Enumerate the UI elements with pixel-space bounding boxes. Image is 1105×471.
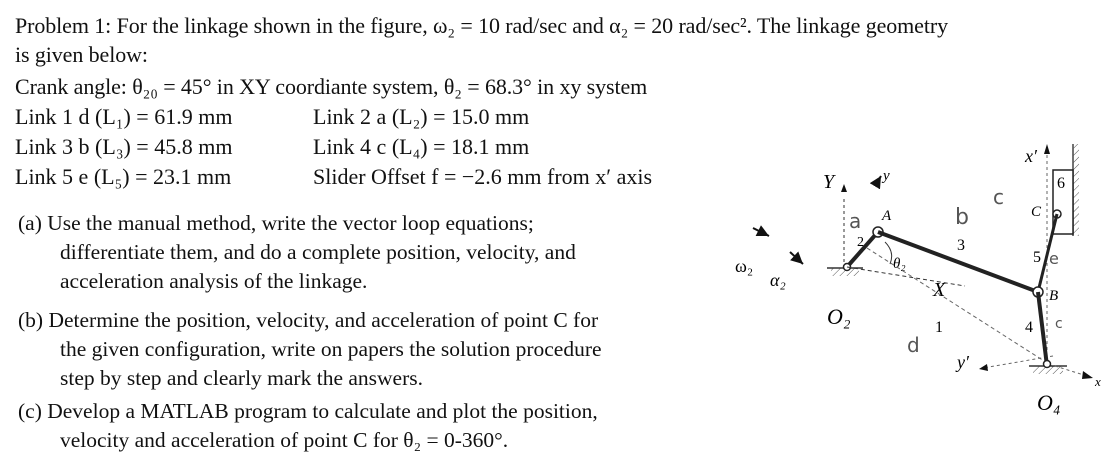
slider-offset-spec: Slider Offset f = −2.6 mm from x′ axis [313,164,653,189]
link2-number: 2 [857,235,864,250]
O4-label: O₄ [1037,390,1061,415]
question-b-line-2: the given configuration, write on papers the solution procedure [60,337,602,361]
theta2-label: θ₂ [893,256,906,272]
B-label: B [1049,288,1059,304]
joint-O4 [1044,361,1051,368]
A-label: A [882,208,892,224]
link3-spec: Link 3 b (L₃) = 45.8 mm [15,134,233,159]
omega2-label: ω₂ [735,256,754,276]
b-hand-label: b [955,205,969,230]
slider-guide-hatch [1073,144,1079,236]
link3-number: 3 [957,237,965,254]
Y-axis-arrow-icon [841,184,847,192]
question-a [18,209,576,296]
yprime-arrow-icon [979,364,988,371]
xprime-arrow-icon [1044,144,1050,154]
crank-angle-line: Crank angle: θ₂₀ = 45° in XY coordiante system, θ₂ = 68.3° in xy system [15,74,648,99]
xprime-label: x′ [1025,146,1037,166]
linkage-figure [735,140,1105,471]
link1-spec: Link 1 d (L₁) = 61.9 mm [15,104,233,129]
link4-hand-label: c [1055,316,1063,332]
link4-spec: Link 4 c (L₄) = 18.1 mm [313,134,530,159]
omega2-arrow-icon [753,228,769,236]
X-axis [847,267,965,286]
e-hand-label: e [1049,249,1059,268]
x-label: x [1095,374,1101,389]
alpha2-arrow-icon [790,252,803,264]
question-c [18,397,598,455]
problem-statement-line-2: is given below: [15,42,148,67]
question-a-line-2: differentiate them, and do a complete position, velocity, and [60,240,576,264]
a-hand-label: a [849,209,862,233]
link4-number: 4 [1025,319,1033,336]
alpha2-label: α₂ [770,270,786,290]
O2-label: O₂ [827,304,851,329]
yprime-label: y′ [957,352,969,372]
d-hand-label: d [907,333,920,357]
question-c-line-2: velocity and acceleration of point C for θ₂ = 0-360°. [60,428,509,452]
y-label: y [883,168,890,184]
link5-spec: Link 5 e (L₅) = 23.1 mm [15,164,232,189]
Y-label: Y [823,171,835,193]
link2-spec: Link 2 a (L₂) = 15.0 mm [313,104,530,129]
question-a-line-3: acceleration analysis of the linkage. [60,269,368,293]
x-axis-arrow-icon [1082,371,1093,379]
link1-number: 1 [935,319,943,336]
link5-number: 5 [1033,249,1041,266]
link-4 [1038,292,1047,366]
X-label: X [933,279,946,301]
question-b [18,306,602,393]
y-axis-arrow-icon [875,176,881,186]
C-label: C [1031,204,1042,220]
question-c-line-1: (c) Develop a MATLAB program to calculate and plot the position, [18,399,598,423]
problem-statement-line-1: Problem 1: For the linkage shown in the figure, ω₂ = 10 rad/sec and α₂ = 20 rad/sec². The linkage geometry [15,13,948,38]
question-b-line-1: (b) Determine the position, velocity, and acceleration of point C for [18,308,599,332]
link6-number: 6 [1057,175,1065,192]
question-a-line-1: (a) Use the manual method, write the vector loop equations; [18,211,534,235]
question-b-line-3: step by step and clearly mark the answers. [60,366,423,390]
c-hand-label: c [993,185,1004,209]
